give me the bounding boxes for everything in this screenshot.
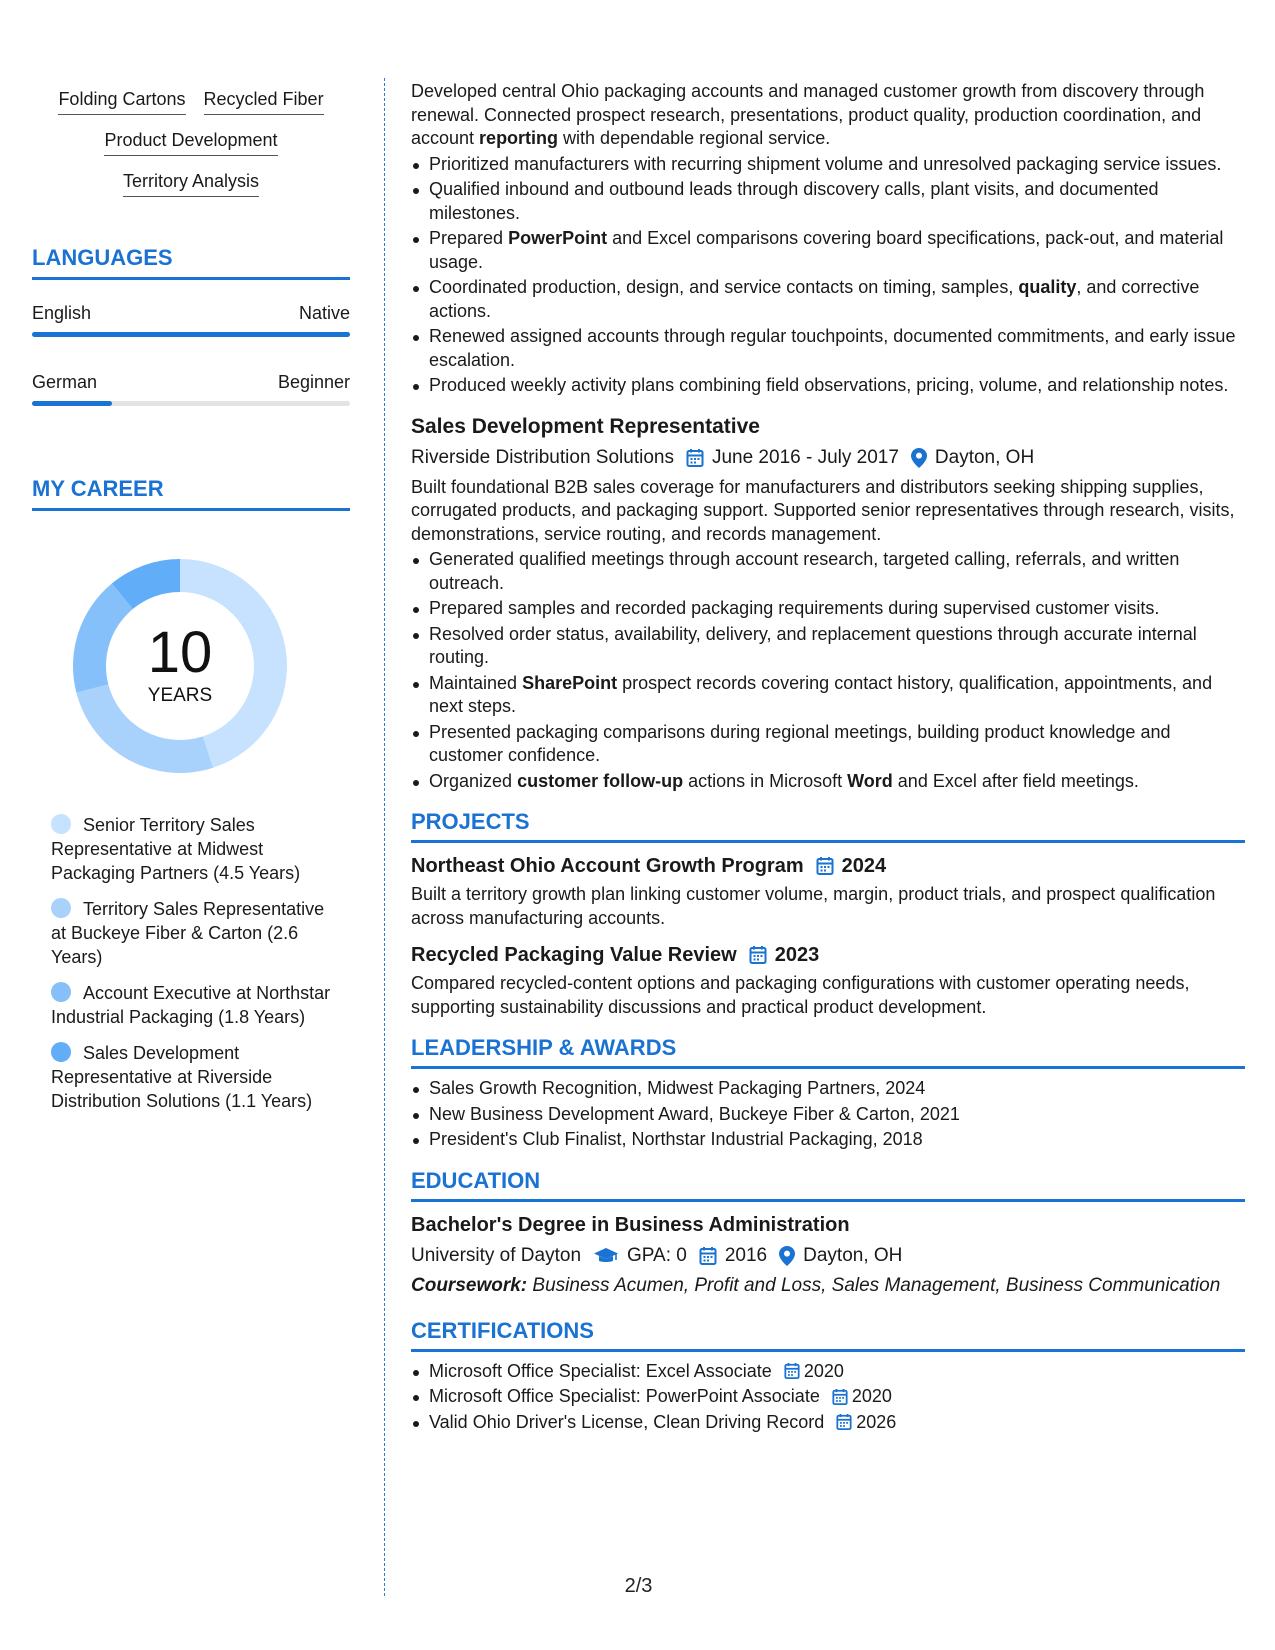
project-title [411, 942, 1245, 968]
career-years-label: YEARS [147, 685, 213, 706]
career-years: 10 [147, 620, 213, 685]
language-item [32, 371, 350, 406]
coursework [411, 1274, 1245, 1298]
education-meta [411, 1244, 1245, 1268]
languages-heading: LANGUAGES [32, 245, 350, 280]
company-name: Riverside Distribution Solutions [411, 446, 674, 468]
bullet-item: Prepared samples and recorded packaging requirements during supervised customer visits. [411, 597, 1245, 621]
job-title: Sales Development Representative [411, 414, 760, 438]
bullet-text: Maintained [429, 672, 523, 693]
bullet-item: Generated qualified meetings through account research, targeted calling, referrals, and written outreach. [411, 548, 1245, 595]
experience-bullets [411, 153, 1245, 398]
bullet-text: prospect records covering contact history, qualification, appointments, and next steps. [429, 672, 1213, 716]
legend-label: Territory Sales Representative at Buckeye Fiber & Carton (2.6 Years) [51, 899, 325, 967]
skill-tag: Product Development [104, 129, 277, 156]
bullet-item [411, 276, 1245, 323]
calendar-icon [699, 1246, 717, 1266]
skills-list [32, 78, 350, 197]
language-level: Beginner [277, 372, 350, 392]
page-number-text: 2/3 [624, 1575, 653, 1597]
bullet-item: Produced weekly activity plans combining field observations, pricing, volume, and relationship notes. [411, 374, 1245, 398]
coursework-list: Business Acumen, Profit and Loss, Sales Management, Business Communication [527, 1274, 1221, 1296]
job-summary: Built foundational B2B sales coverage for manufacturers and distributors seeking shipping supplies, corrugated products, and packaging support. Supported senior representatives through research, visits, demonstrations, service routing, and records management. [411, 476, 1235, 544]
certification-item [411, 1411, 1245, 1435]
gpa: GPA: 0 [627, 1244, 687, 1266]
legend-item [51, 897, 331, 969]
legend-dot [51, 1042, 71, 1062]
award-item: New Business Development Award, Buckeye Fiber & Carton, 2021 [411, 1103, 1245, 1127]
legend-dot [51, 814, 71, 834]
job-dates: June 2016 - July 2017 [711, 446, 899, 468]
certification-year: 2020 [803, 1360, 844, 1381]
certifications-heading: CERTIFICATIONS [411, 1318, 1245, 1352]
legend-dot [51, 898, 71, 918]
education-heading: EDUCATION [411, 1168, 1245, 1202]
project-desc: Compared recycled-content options and packaging configurations with customer operating needs, supporting sustainability discussions and practical product development. [411, 973, 1190, 1017]
legend-item [51, 1041, 331, 1113]
calendar-icon [749, 945, 767, 965]
bullet-text: Coordinated production, design, and service contacts on timing, samples, [429, 277, 1019, 297]
legend-item [51, 981, 331, 1029]
project-title [411, 853, 1245, 879]
intro-text: with dependable regional service. [558, 128, 831, 148]
certification-name: Valid Ohio Driver's License, Clean Driving Record [429, 1411, 825, 1432]
job-bullets [411, 548, 1245, 793]
skill-tag: Recycled Fiber [204, 88, 324, 115]
project-name: Northeast Ohio Account Growth Program [411, 855, 804, 877]
bullet-bold: PowerPoint [508, 228, 608, 248]
skill-tag: Folding Cartons [58, 88, 185, 115]
bullet-bold: customer follow-up [517, 770, 684, 791]
intro-text: Developed central Ohio packaging accounts and managed customer growth from discovery through renewal. Connected prospect research, presentations, product quality, production coordination, and account [411, 81, 1205, 148]
school-location: Dayton, OH [803, 1244, 903, 1266]
language-level: Native [298, 303, 350, 323]
column-divider [384, 78, 385, 1596]
legend-label: Senior Territory Sales Representative at Midwest Packaging Partners (4.5 Years) [51, 815, 301, 883]
bullet-text: Prepared [429, 228, 509, 248]
degree-title: Bachelor's Degree in Business Administration [411, 1213, 850, 1236]
bullet-item [411, 672, 1245, 719]
calendar-icon [816, 856, 834, 876]
language-bar [32, 401, 350, 406]
graduation-year: 2016 [724, 1244, 768, 1266]
language-item [32, 302, 350, 337]
career-legend [51, 813, 331, 1113]
certification-item [411, 1385, 1245, 1409]
bullet-text: and Excel comparisons covering board specifications, pack-out, and material usage. [429, 228, 1224, 272]
project-year: 2023 [774, 944, 820, 966]
bullet-text: Organized [429, 770, 518, 791]
award-item: Sales Growth Recognition, Midwest Packaging Partners, 2024 [411, 1077, 1245, 1101]
calendar-icon [686, 448, 704, 468]
language-name: German [32, 372, 98, 392]
bullet-item: Renewed assigned accounts through regular touchpoints, documented commitments, and early issue escalation. [411, 325, 1245, 372]
bullet-text: actions in Microsoft [683, 770, 848, 791]
awards-heading: LEADERSHIP & AWARDS [411, 1035, 1245, 1069]
legend-item [51, 813, 331, 885]
projects-heading: PROJECTS [411, 809, 1245, 843]
awards-list [411, 1077, 1245, 1152]
bullet-bold: SharePoint [522, 672, 618, 693]
language-bar [32, 332, 350, 337]
bullet-item: Presented packaging comparisons during regional meetings, building product knowledge and customer confidence. [411, 721, 1245, 768]
certification-year: 2020 [851, 1386, 892, 1406]
bullet-item: Qualified inbound and outbound leads through discovery calls, plant visits, and documented milestones. [411, 178, 1245, 225]
bullet-text: and Excel after field meetings. [892, 770, 1139, 791]
job-location: Dayton, OH [934, 446, 1035, 468]
bullet-item [411, 227, 1245, 274]
language-bar-fill [32, 332, 350, 337]
legend-dot [51, 982, 71, 1002]
bullet-text: , and corrective actions. [429, 277, 1200, 321]
language-name: English [32, 303, 92, 323]
location-pin-icon [911, 448, 927, 468]
calendar-icon [836, 1413, 852, 1431]
bullet-item [411, 770, 1245, 794]
calendar-icon [784, 1362, 800, 1380]
bullet-bold: quality [1018, 277, 1077, 297]
coursework-label: Coursework: [411, 1274, 528, 1296]
project-name: Recycled Packaging Value Review [411, 944, 737, 966]
certification-name: Microsoft Office Specialist: Excel Associate [429, 1360, 772, 1381]
job-meta [411, 446, 1245, 470]
school-name: University of Dayton [411, 1244, 582, 1266]
legend-label: Account Executive at Northstar Industrial Packaging (1.8 Years) [51, 983, 331, 1027]
main-content [411, 80, 1245, 1434]
certification-item [411, 1360, 1245, 1384]
legend-label: Sales Development Representative at Riverside Distribution Solutions (1.1 Years) [51, 1043, 313, 1111]
certification-year: 2026 [856, 1411, 897, 1432]
award-item: President's Club Finalist, Northstar Industrial Packaging, 2018 [411, 1128, 1245, 1152]
certification-name: Microsoft Office Specialist: PowerPoint Associate [429, 1386, 820, 1406]
skill-tag: Territory Analysis [123, 170, 259, 197]
page-number [0, 1575, 1275, 1598]
intro-bold: reporting [479, 128, 559, 148]
bullet-bold: Word [847, 770, 893, 791]
career-donut-chart [67, 553, 293, 779]
project-desc: Built a territory growth plan linking customer volume, margin, product trials, and prospect qualification across manufacturing accounts. [411, 884, 1216, 928]
project-year: 2024 [841, 855, 887, 877]
left-sidebar [32, 78, 350, 1125]
experience-intro [411, 80, 1245, 151]
language-bar-fill [32, 401, 112, 406]
graduation-cap-icon [593, 1247, 619, 1265]
career-heading: MY CAREER [32, 476, 350, 511]
calendar-icon [832, 1388, 848, 1406]
bullet-item: Prioritized manufacturers with recurring shipment volume and unresolved packaging service issues. [411, 153, 1245, 177]
location-pin-icon [779, 1246, 795, 1266]
bullet-item: Resolved order status, availability, delivery, and replacement questions through accurate internal routing. [411, 623, 1245, 670]
certifications-list [411, 1360, 1245, 1435]
